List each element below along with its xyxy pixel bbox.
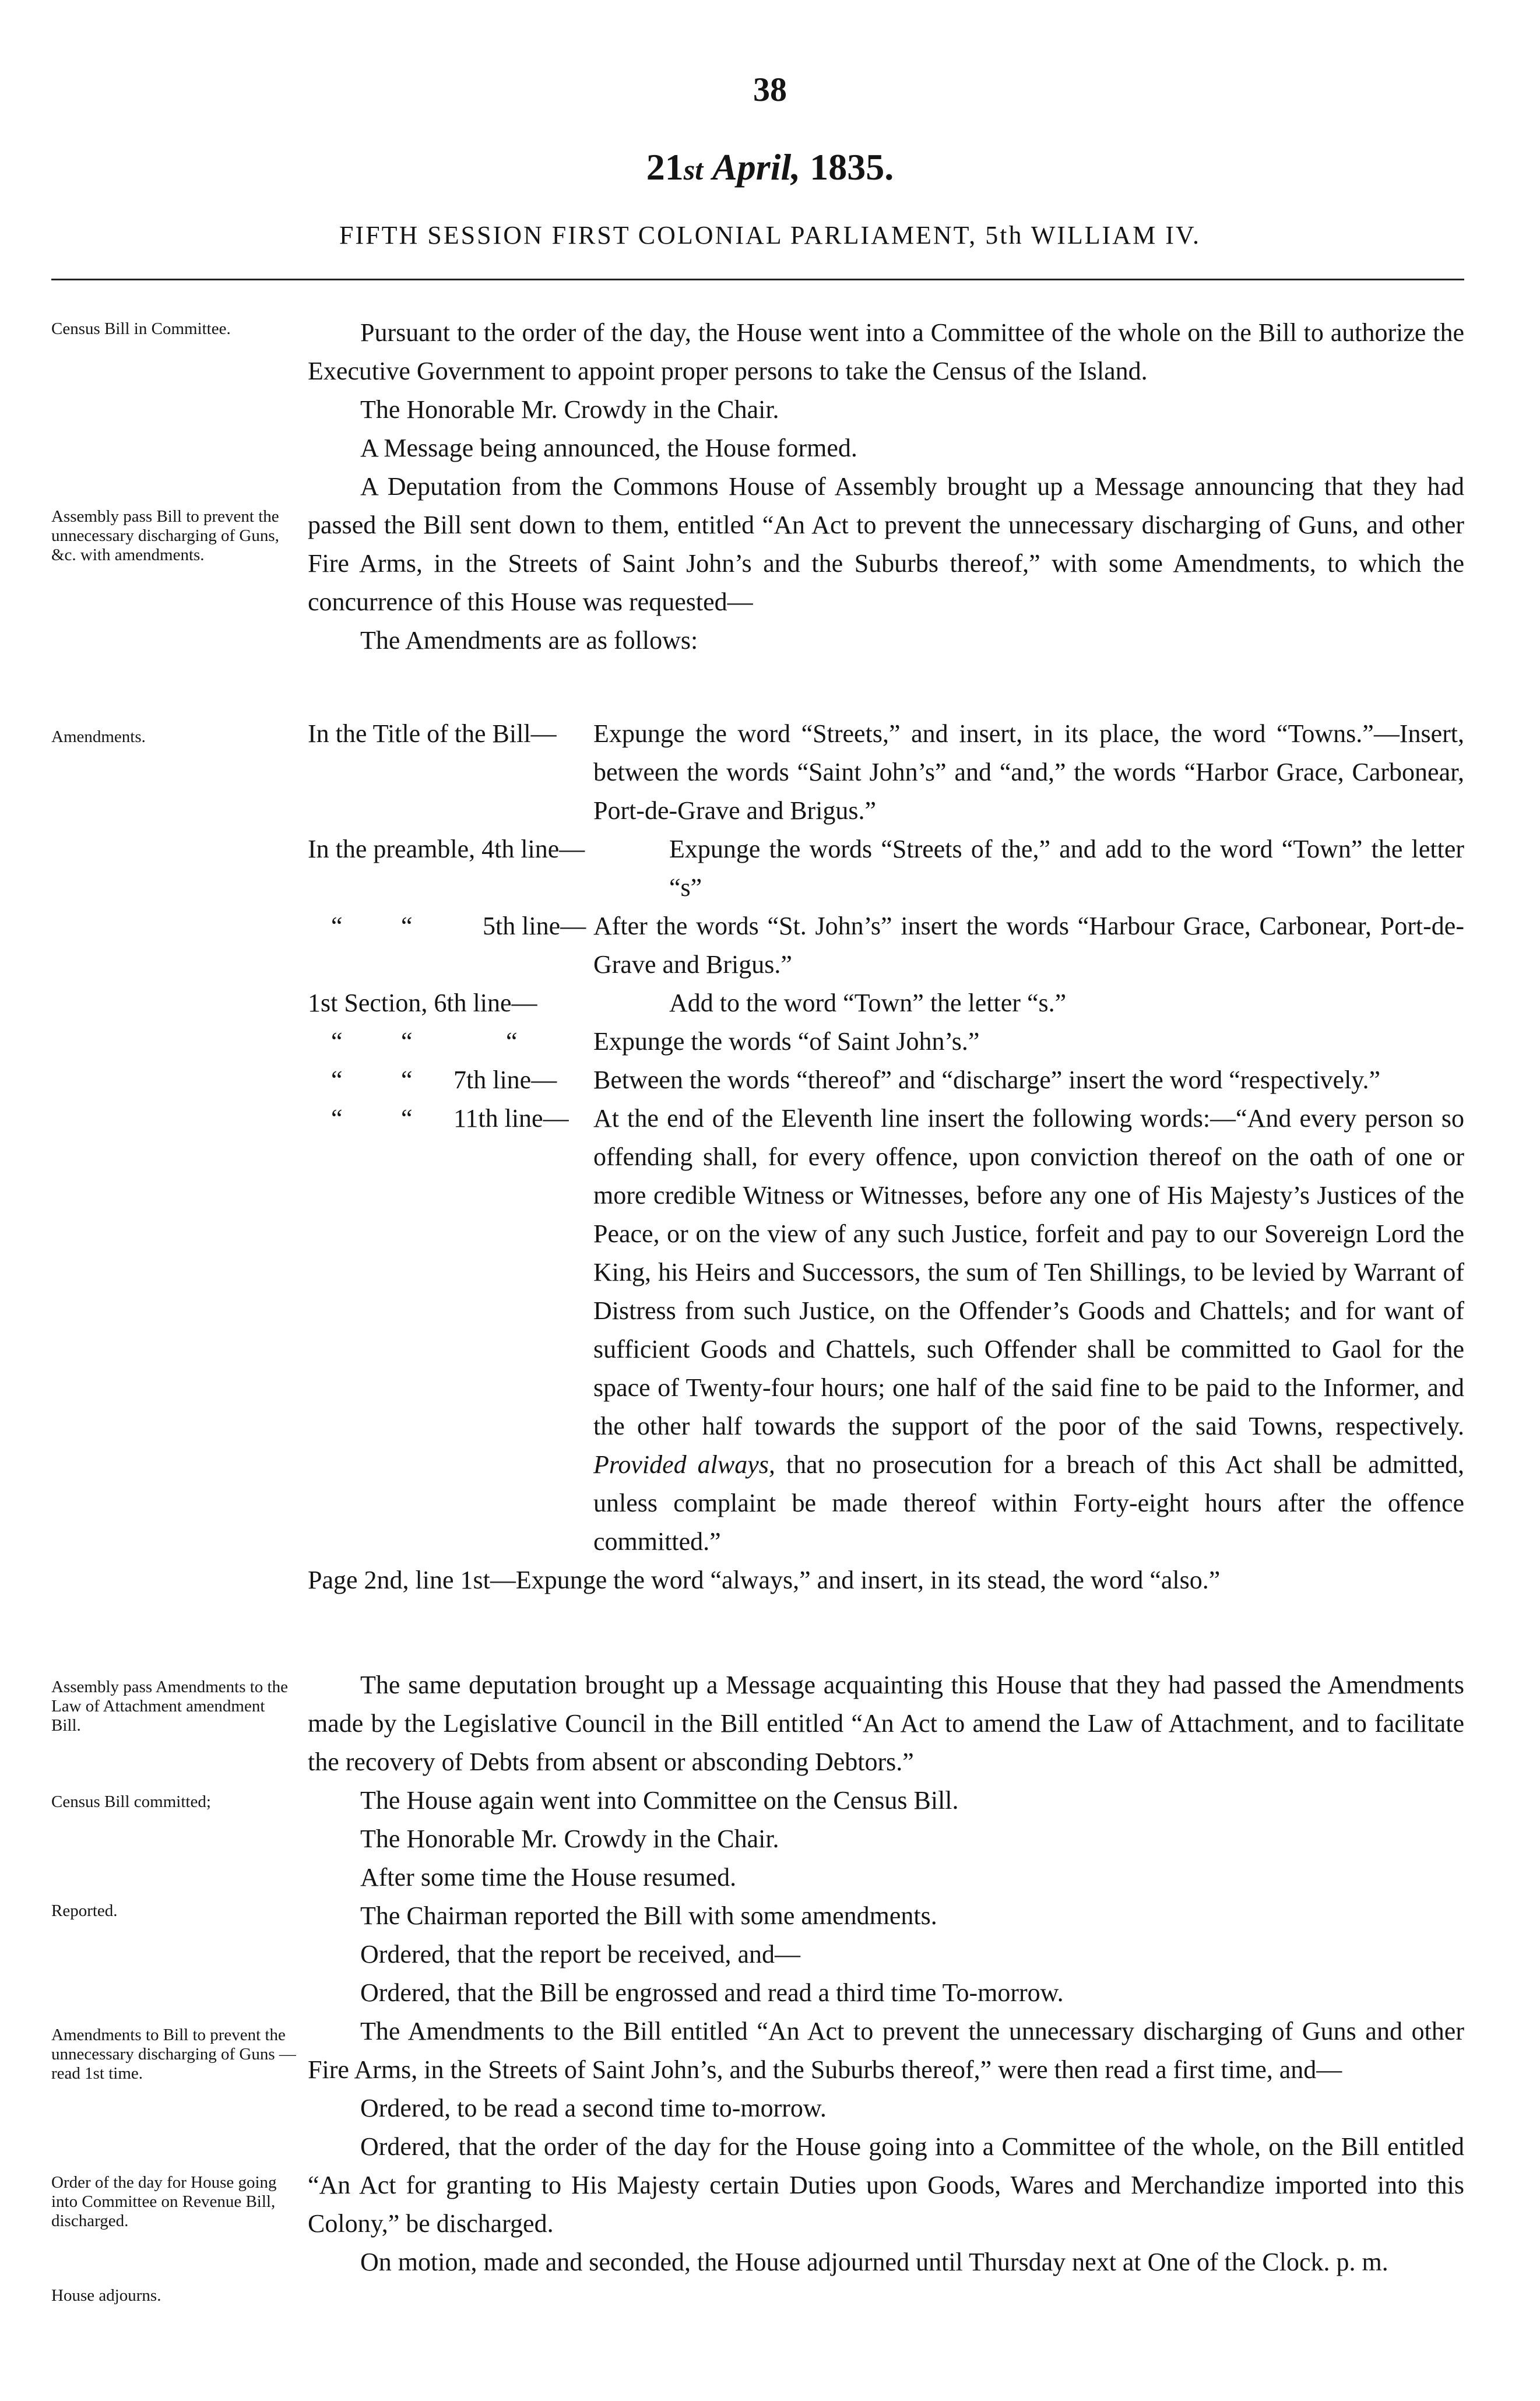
paragraph-engrossed: Ordered, that the Bill be engrossed and read a third time To-morrow. [360,1978,1064,2007]
amendment-preamble [308,830,1464,907]
margin-note-census-committed: Census Bill committed; [51,1792,211,1811]
paragraph-reported: The Chairman reported the Bill with some amendments. [360,1901,937,1930]
margin-note-adjourns: House adjourns. [51,2286,161,2305]
paragraph-order-discharged: Ordered, that the order of the day for the House going into a Committee of the whole, on the Bill entitled “An Act for granting to His Majesty certain Duties upon Goods, Wares and Merchandize imported into this Colony,” be discharged. [308,2132,1464,2238]
amendment-text-provided: Provided always, [593,1450,775,1479]
ditto-mark: “ [401,1066,413,1094]
amendment-expunge [308,1022,1464,1061]
session-heading: FIFTH SESSION FIRST COLONIAL PARLIAMENT, 5th WILLIAM IV. [339,221,1201,249]
amendment-text: Expunge the words “of Saint John’s.” [593,1027,980,1056]
date-month: April, [712,146,801,188]
amendment-text-main: At the end of the Eleventh line insert the following words:—“And every person so offending shall, for every offence, upon conviction thereof on the oath of one or more credible Witness or Witnesses, before any one of His Majesty’s Justices of the Peace, or on the view of any such Justice, forfeit and pay to our Sovereign Lord the King, his Heirs and Successors, the sum of Ten Shillings, to be levied by Warrant of Distress from such Justice, on the Offender’s Goods and Chattels; and for want of sufficient Goods and Chattels, such Offender shall be committed to Gaol for the space of Twenty-four hours; one half of the said fine to be paid to the Informer, and the other half towards the support of the poor of the said Towns, respectively. [593,1104,1464,1440]
ditto-mark: “ [401,912,413,940]
amendment-text-tail: that no prosecution for a breach of this Act shall be admitted, unless complaint be made thereof within Forty-eight hours after the offence committed.” [593,1450,1465,1556]
header-rule [51,279,1464,280]
paragraph-report-received: Ordered, that the report be received, and— [360,1940,800,1968]
amendment-lead: 5th line— [483,912,586,940]
margin-note-amendments: Amendments. [51,727,146,746]
amendment-text: Expunge the words “Streets of the,” and add to the word “Town” the letter “s” [669,835,1464,902]
page-number: 38 [753,71,787,108]
ditto-mark: “ [506,1027,518,1056]
ditto-mark: “ [331,1066,343,1094]
ditto-mark: “ [331,912,343,940]
date-heading [0,146,1540,189]
paragraph-attachment: The same deputation brought up a Message acquainting this House that they had passed the Amendments made by the Legislative Council in the Bill entitled “An Act to amend the Law of Attachment, and to facilitate the recovery of Debts from absent or absconding Debtors.” [308,1671,1464,1776]
amendment-5th-line [308,907,1464,984]
margin-note-reported: Reported. [51,1901,118,1920]
amendment-title [308,715,1464,830]
date-ordinal: st [683,153,704,186]
amendment-lead: In the preamble, 4th line— [308,835,585,863]
paragraph-adjourned: On motion, made and seconded, the House adjourned until Thursday next at One of the Clock. p. m. [360,2248,1388,2276]
margin-note-census-bill: Census Bill in Committee. [51,319,231,338]
paragraph-amendments-intro: The Amendments are as follows: [360,626,698,655]
paragraph-amendments-first-read: The Amendments to the Bill entitled “An Act to prevent the unnecessary discharging of Guns and other Fire Arms, in the Streets of Saint John’s, and the Suburbs thereof,” were then read a first time, and— [308,2017,1464,2084]
amendment-lead: 11th line— [453,1104,569,1133]
paragraph-deputation: A Deputation from the Commons House of Assembly brought up a Message announcing that they had passed the Bill sent down to them, entitled “An Act to prevent the unnecessary discharging of Guns, and other Fire Arms, in the Streets of Saint John’s and the Suburbs thereof,” with some Amendments, to which the concurrence of this House was requested— [308,472,1464,616]
amendments-block [308,715,1464,1600]
margin-note-attachment: Assembly pass Amendments to the Law of Attachment amendment Bill. [51,1678,288,1735]
amendment-lead: In the Title of the Bill— [308,719,557,748]
margin-note-amendments-read: Amendments to Bill to prevent the unnecessary discharging of Guns —read 1st time. [51,2026,296,2083]
amendment-7th-line [308,1061,1464,1099]
body-section-1 [308,314,1464,660]
ditto-mark: “ [331,1104,343,1133]
margin-note-order-of-day: Order of the day for House going into Committee on Revenue Bill, discharged. [51,2173,277,2230]
paragraph-census-committee: The House again went into Committee on the Census Bill. [360,1786,959,1815]
amendment-text: After the words “St. John’s” insert the words “Harbour Grace, Carbonear, Port-de-Grave and Brigus.” [593,912,1464,979]
amendment-text: Between the words “thereof” and “discharge” insert the word “respectively.” [593,1066,1380,1094]
date-year: 1835. [810,146,894,188]
ditto-mark: “ [401,1027,413,1056]
paragraph-message: A Message being announced, the House formed. [360,434,857,462]
amendment-page-2: Page 2nd, line 1st—Expunge the word “always,” and insert, in its stead, the word “also.” [308,1566,1221,1594]
amendment-lead: 7th line— [453,1066,557,1094]
body-section-2 [308,1666,1464,2282]
date-day: 21 [646,146,684,188]
ditto-mark: “ [331,1027,343,1056]
amendment-section-1 [308,984,1464,1022]
amendment-11th-line [308,1099,1464,1561]
amendment-text: Expunge the word “Streets,” and insert, in its place, the word “Towns.”—Insert, between the words “Saint John’s” and “and,” the words “Harbor Grace, Carbonear, Port-de-Grave and Brigus.” [593,719,1464,825]
ditto-mark: “ [401,1104,413,1133]
amendment-lead: 1st Section, 6th line— [308,989,537,1017]
amendment-text [308,1099,1464,1561]
paragraph-committee: Pursuant to the order of the day, the House went into a Committee of the whole on the Bill to authorize the Executive Government to appoint proper persons to take the Census of the Island. [308,318,1464,385]
paragraph-chair: The Honorable Mr. Crowdy in the Chair. [360,395,779,424]
paragraph-chair-2: The Honorable Mr. Crowdy in the Chair. [360,1825,779,1853]
paragraph-second-read: Ordered, to be read a second time to-morrow. [360,2094,827,2122]
amendment-text: Add to the word “Town” the letter “s.” [669,989,1067,1017]
paragraph-resumed: After some time the House resumed. [360,1863,737,1892]
margin-note-assembly-pass-bill: Assembly pass Bill to prevent the unnecessary discharging of Guns, &c. with amendments. [51,507,279,564]
